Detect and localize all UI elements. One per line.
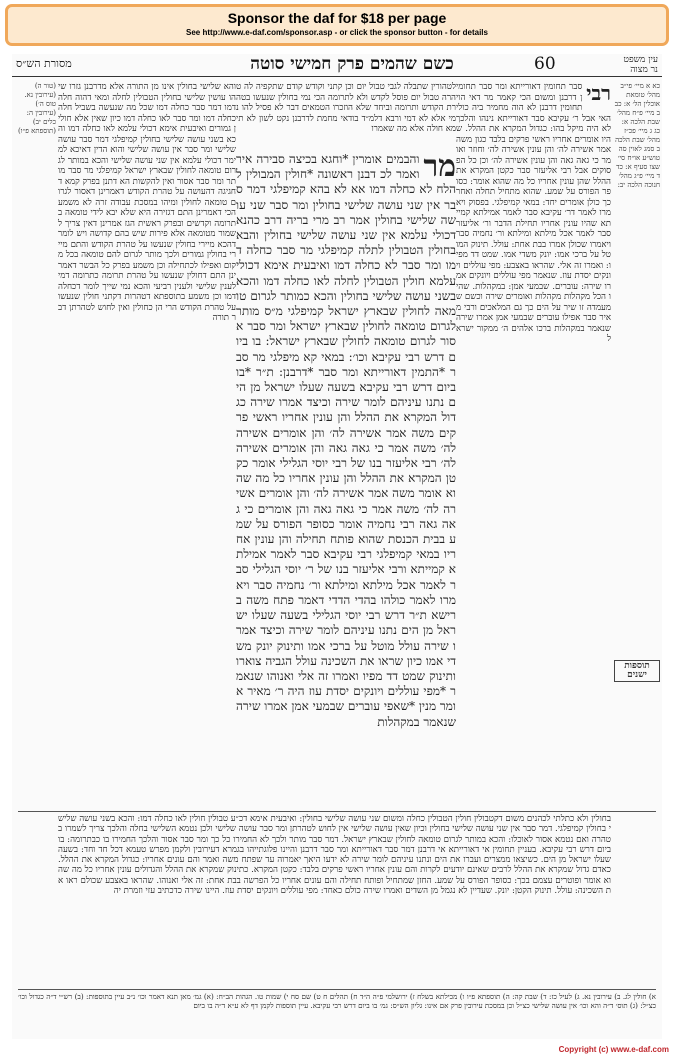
left-margin-text: (טור ה) (עירובין נא. טוס ה׳) (עירובין ה: כלים יב) (תוספתא פ״ו) (18, 82, 56, 135)
talmud-page (12, 54, 662, 1039)
footnote-divider (18, 989, 656, 990)
gemara-opening-word: מר (423, 152, 456, 184)
page-title: כשם שהמים פרק חמישי סוטה (250, 54, 454, 74)
ein-mishpat-label: עין משפט נר מצוה (623, 55, 658, 75)
copyright-notice[interactable]: Copyright (c) www.e-daf.com (558, 1045, 669, 1054)
sponsor-title[interactable]: Sponsor the daf for $18 per page (227, 10, 447, 26)
tosafot-yeshanim-label: תוספות ישנים (614, 660, 660, 682)
right-margin-notes (614, 82, 660, 982)
rashi-column (456, 82, 611, 804)
page-header (12, 54, 662, 77)
rashi-text: סבר תחומין דאורייתא ומר סבר תחומין דרבנן ומשום הכי קאמר מר דאי הוי תחומין דרבנן לא הוה מחמיר ביה כולי האי אבל ר׳ עקיבא סבר דאורייתא נינהו והלכך לא היה מיקל בהו: כגדול המקרא את ההלל. שהיו אומרים אחריו ראשי פרקים בלבד כגון משה אמר אשירה לה׳ והן עונין אשירה לה׳ וחוזר ואומר כי גאה גאה והן עונין אשירה לה׳ וכן כל הפסוקים אבל רבי אליעזר סבר כקטן המקרא את ההלל שהן עונין אחריו כל מה שהוא אומר: כסופר הפורס על שמע. שהוא מתחיל תחלה ואחר כך כולן אומרים יחד: במאי קמיפלגי. בפסוק ויאמרו לאמר דר׳ עקיבא סבר לאמר אמילתא קמייתא שהיו עונין אחריו תחילת הדבר ור׳ אליעזר סבר לאמר אכל מילתא ומילתא ור׳ נחמיה סבר ויאמרו שכולן אמרו בבת אחת: עולל. תינוק המוטל על ברכי אמו: יונק משדי אמו. שמט דד מפיו: ואמרו זה אלי. שהראו באצבע: מפי עוללים ויונקים יסדת עוז. שנאמר מפי עוללים ויונקים אמרו שירה: עוברים. שבמעי אמן: במקהלות. שהיו הכל מקהלות מקהלות ואומרים שירה וכשם שמעמדה זו שיר על הים כך גם המלאכים ורבי מאיר סבר אפילו עוברים שבמעי אמן אמרו שירה שנאמר במקהלות ברכו אלהים ה׳ ממקור ישראל (456, 82, 611, 344)
gemara-text: והבמים אומרין *וחגא בכיצה סבירה איר ואמר לכ דבנן ראשונה *חולין המבולין להלח לא כחלה דמו אא לא בהא קמיפלגי דמר סבר אין שני עושה שלישי בחולין ומר סבר שני עושה שלישי בחולין אמר רב מרי בריה דרב כהנא דכולי עלמא אין שני עושה שלישי בחולין והבא בחולין הטבולין לתלה קמיפלגי מר סבר כחלה דמו ומר סבר לא כחלה דמו ואיבעית אימא דכולי עלמא חולין הטבולין לחלה לאו כחלה דמו והכא בשני עושה שלישי בחולין והכא כמותר לגרום טומאה לחולין שבארץ ישראל קמיפלגי מ״ס מותר לגרום טומאה לחולין שבארץ ישראל ומר סבר אסור לגרום טומאה לחולין שבארץ ישראל: בו ביום דרש רבי עקיבא וכו׳: במאי קא מיפלגי מר סבר *התמין דאורייתא ומר סבר *דרבנן: ת״ר *בו ביום דרש רבי עקיבא בשעה שעלו ישראל מן הים נתנו עיניהם לומר שירה וכיצד אמרו שירה כגדול המקרא את ההלל והן עונין אחריו ראשי פרקים משה אמר אשירה לה׳ והן אומרים אשירה לה׳ משה אמר כי גאה גאה והן אומרים אשירה לה׳ רבי אליעזר בנו של רבי יוסי הגלילי אומר כקטן המקרא את ההלל והן עונין אחריו כל מה שהוא אומר משה אמר אשירה לה׳ והן אומרים אשירה לה׳ משה אמר כי גאה גאה והן אומרים כי גאה גאה רבי נחמיה אומר כסופר הפורס על שמע בבית הכנסת שהוא פותח תחילה והן עונין אחריו במאי קמיפלגי רבי עקיבא סבר לאמר אמילתא קמייתא ורבי אליעזר בנו של ר׳ יוסי הגלילי סבר לאמר אכל מילתא ומילתא ור׳ נחמיה סבר ויאמרו לאמר כולהו בהדי הדדי דאמר פתח משה ברישא ת״ר דרש רבי יוסי הגלילי בשעה שעלו ישראל מן הים נתנו עיניהם לומר שירה וכיצד אמרו שירה עולל מוטל על ברכי אמו ותינוק יונק משדי אמו כיון שראו את השכינה עולל הגביה צוארו ותינוק שמט דד מפיו ואמרו זה אלי ואנוהו שנאמר *מפי עוללים ויונקים יסדת עוז היה ר׳ מאיר אומר מנין *שאפי עוברים שבמעי אמן אמרו שירה שנאמר במקהלות (236, 152, 456, 729)
left-margin-notes (14, 82, 56, 982)
sponsor-banner[interactable] (5, 4, 669, 46)
masoret-hashas-label: מסורת הש״ס (16, 57, 72, 70)
tosafot-column (58, 82, 236, 804)
sponsor-subtitle[interactable]: See http://www.e-daf.com/sponsor.asp - or click the sponsor button - for details (186, 28, 488, 37)
bottom-commentary (58, 814, 611, 989)
rashi-opening-word: רבי (586, 82, 611, 105)
page-number: 60 (534, 54, 556, 74)
footnotes-text: א) חולין לג. ב) עירובין נא. ג) לעיל כז: ד) שבת קה: ה) תוספתא פ״ו ו) מכילתא בשלח ז) ירושלמי פ״ה ה״ד ח) תהלים ח ט) שם סח י) שמות טו. הגהות הב״ח: (א) גמ׳ מאן תנא דאמר וכו׳ נ״ב עיין בתוספות: (ב) רש״י ד״ה כגדול וכו׳ כצ״ל: (ג) תוס׳ ד״ה והא וכו׳ אין עושה שלישי כצ״ל וכן במסכת עירובין פרק אם אינו: גליון הש״ס: גמ׳ בו ביום דרש רבי עקיבא. עיין תוספות לקמן דף לא ע״א ד״ה בו ביום (18, 992, 656, 1010)
tosafot-top-text: לטהורין שתבלה לגבי טבול יום וכן קתני וקודש קודם שתקפיה לה טהרה טבול יום פוסל לקדש ולא לתרומה הכי נמי בחולין שנעשו בטהרת הקודש ותרומה וביחד שלא הוזכרו הטמאים דבר לא פסיל להו נמי אלא לא דמי ורבא דלמ״ד בודאי מחמת לדרבנן נקט לשון לא תימא חולה אלא מה שאמרו (236, 82, 456, 134)
footnotes (18, 992, 656, 1038)
tosafot-text: והא שלישי בחולין אינו מן התורה אלא מדרבנן גזרו שיהו עושין שלישי בחולין הטבולין לחלה ומאי דהוה חלה דמו דמר סבר כחלה דמו שכל מה שנעשה בשביל חלה כחלה דמו ומר סבר לאו כחלה דמו כיון שאין אלא חולין גמורים ואיבעית אימא דכולי עלמא לאו כחלה דמו והכא בשני עושה שלישי בחולין קמיפלגי דמר סבר עושה שלישי ומר סבר אין עושה שלישי והוא הדין דאיכא למימר דכולי עלמא אין שני עושה שלישי והכא במותר לגרום טומאה לחולין שבארץ ישראל קמיפלגי מר סבר מותר ומר סבר אסור ואין להקשות הא דתנן בפרק קמא דחגיגה דהעושה על טהרת הקודש דאמרינן דאסור לגרום טומאה לחולין ומיהו במסכת עבודה זרה לא משמע הכי דאמרינן התם דגזירה היא שלא יבא לידי טומאה בתרומה וקדשים ובפרק ראשית הגז אמרינן דאין צריך לשמור מטומאה אלא פירות שיש בהם קדושה ויש לומר דהכא מיירי בחולין שנעשו על טהרת הקודש והתם מיירי בחולין גמורים ולכך מותר לגרום להם טומאה בכל מקום ואפילו לכתחילה וכן משמע בפרק כל הבשר דאמרינן התם דחולין שנעשו על טהרת תרומה כתרומה דמי לענין שלישי ולענין רביעי והכא נמי שייך לומר דכחלה דמו וכן משמע בתוספתא דטהרות דקתני חולין שנעשו על טהרת הקודש הרי הן כחולין ואין לחוש לטהרתן דבר תורה (58, 82, 236, 323)
right-margin-text: כא א מיי׳ פי״ב מהל׳ טומאת אוכלין הל׳ א: כב ב מיי׳ פ״ח מהל׳ שבת הלכה א: כג ג מיי׳ פכ״ז מהל׳ שבת הלכה ב סמג לאוין סה טוש״ע או״ח סי׳ שצו סעיף א: כד ד מיי׳ פ״ג מהל׳ חנוכה הלכה יב: (614, 82, 660, 189)
tosafot-top-block (236, 82, 456, 150)
gemara-column (236, 152, 456, 812)
divider-line (18, 811, 656, 812)
bottom-commentary-text: בחולין ולא כתלתי לכהנים משום דקטבולין חולין הטבולין כחלה ומשום שני עושה שלישי בחולין: ואיבעית אימא דכ״ע טבולין חולין לאו כחלה דמו: והכא בשני עושה שלישי בחולין קמיפלגי. דמר סבר אין שני עושה שלישי בחולין וכיון שאין עושה שלישי אין לחוש לטהרתן ומר סבר עושה שלישי ולכן נטמא השלישי בחלה והלכך צריך לשמרו בטהרה ואם נטמא אסור לאוכלו: והכא במותר לגרום טומאה לחולין שבארץ ישראל. דמר סבר מותר ולכך לא החמירו כל כך ומר סבר אסור והלכך החמירו בו כבתרומה: בו ביום דרש רבי עקיבא. בעניין תחומין אי דאורייתא אי דרבנן דמר סבר דאורייתא ומר סבר דרבנן והיינו פלוגתייהו בגמרא דעירובין ולקמן מפרש טעמא דכל חד וחד: בשעה שעלו ישראל מן הים. כשיצאו ממצרים ועברו את הים ונתנו עיניהם לומר שירה לא ידעו היאך יאמרוה עד שפתח משה ואמר והם עונים אחריו: כגדול המקרא את ההלל. כאדם גדול שמקרא את ההלל לרבים שאינם יודעים לקרות והם עונין אחריו ראשי פרקים בלבד: כקטן המקרא. כתינוק שמקרא את ההלל והגדולים עונין אחריו כל מה שהוא אומר ופוטרים עצמם בכך: כסופר הפורס על שמע. החזן שמתחיל ופותח תחילה והם עונים אחריו כל הפרשה בבת אחת: זה אלי ואנוהו. שהראו באצבע שכולם ראו את השכינה: עולל. תינוק הקטן: יונק. שעדיין לא נגמל מן השדים ואמרו שירה כולם כאחד: מפי עוללים ויונקים יסדת עוז. היינו שירה כדכתיב עזי וזמרת יה (58, 814, 611, 897)
